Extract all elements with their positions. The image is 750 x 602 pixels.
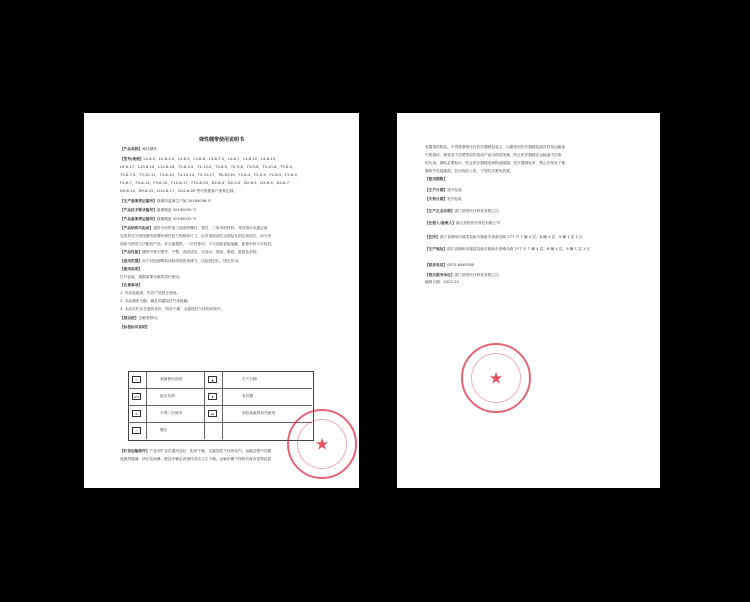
body-line: F4-6-7、F5-6-14、F9-6-15、F10-6-17、F12-6-20、D2-6-4、D2-5-5、D2-6-5、D3-6-5、D4-6-7、 <box>120 181 293 185</box>
body-line: 【注意事项】 <box>120 283 143 287</box>
body-line: 【使用期限】 <box>425 177 448 181</box>
footer-line: 【贮存运输条件】产品应贮存在通风良好、阴凉干燥、无腐蚀性气体的室内，运输过程中应避 <box>120 449 272 453</box>
body-line: 孔的形式分别按照所需要的弹性张力规格和尺寸，以对创面部位全面包扎固定和部位。部分采 <box>120 234 272 238</box>
hourglass-icon: ⧗ <box>208 393 217 400</box>
symbol-label: 有效期 <box>242 394 254 398</box>
body-line: 打开包装，根据需要对绑带进行使用。 <box>120 275 183 279</box>
body-line: 【住所】浙江省湖州市德清县新市镇新市蚕桑岛路 277 号 7 幢 4 层、8 幢 4 层、9 幢 1 层 1 区 <box>425 235 583 239</box>
body-line: 【生产备案凭证编号】浙湖药监械生产备 20190036 号 <box>120 199 212 203</box>
symbol-label: 生产日期 <box>242 377 257 381</box>
body-line: 3. 本品应贮存在通风良好、阴凉干燥、无腐蚀性气体的环境中。 <box>120 307 225 311</box>
body-line: 1. 内包装破损，失效产品禁止使用。 <box>120 291 181 295</box>
body-line: 编制日期：2022-12 <box>425 280 459 284</box>
factory-icon: ▲ <box>208 376 217 383</box>
body-line: 【生产企业名称】浙江凯特医疗科技有限公司 <box>425 209 499 213</box>
symbol-label: 查阅使用说明 <box>160 377 183 381</box>
body-line: 【生产日期】见外包装 <box>425 188 462 192</box>
body-line: 中的损坏、紧张或不清楚等原因造成产品污损或受潮，防止医疗器械在运输途中沾染 <box>425 153 562 157</box>
body-line: 【使用说明】 <box>120 267 143 271</box>
no-reuse-icon: ⊘ <box>132 410 141 417</box>
warning-icon: △ <box>132 427 141 434</box>
body-line: 【产品技术要求编号】浙湖械备 20190035 号 <box>120 208 197 212</box>
instruction-page-1 <box>84 113 359 488</box>
body-line: 【产品备案凭证编号】浙湖械备 20190035 号 <box>120 217 197 221</box>
body-line: 【型号/规格】L2-6-5、L2-6-2.5、L2-6-3、L3-6-6、L3-6-7.5、L4-6-7、L4-6-10、L4-6-15、 <box>120 157 279 161</box>
body-line: 用卧与使用方法配套产品，非无菌提供，一次性使用，不与创面直接接触，距使用时方可拆封。 <box>120 242 275 246</box>
symbol-label: 如包装破损切勿使用 <box>242 411 276 415</box>
company-seal-2: ★ <box>461 343 531 413</box>
body-line: 2. 本品避免与酸、碱及高腐蚀性气体接触。 <box>120 299 192 303</box>
body-line: 【联系电话】0572-8467000 <box>425 263 475 267</box>
body-line: 【标签标识说明】 <box>120 325 150 329</box>
symbol-label: 批次代码 <box>160 394 175 398</box>
book-icon: i <box>132 376 141 383</box>
body-line: T3-6-7.5、T3-10-11、T4-6-10、T4-10-14、T5-10-17、T6-10-20、F2-6-4、F2-5-5、F2-6-5、F3-6-5、 <box>120 173 301 177</box>
lot-icon: LOT <box>133 395 140 399</box>
symbol-label: 警告 <box>160 428 168 432</box>
body-line: 【产品性能】绷带外观平整齐，干整，表面清洁，无油污、斑痕、断裂、破损及杂物。 <box>120 250 261 254</box>
footer-line: 免剧烈碰撞、挤压及雨淋；配送车辆必须保持清洁卫生干燥，运输车辆不得和有毒有害物品混 <box>120 457 272 461</box>
body-line: 露和外包装破损，若出现应上报，下型时应避免放置。 <box>425 169 514 173</box>
damaged-package-icon: ⊠ <box>208 410 217 417</box>
body-line: 【产品名称】弹性绷带 <box>120 147 157 151</box>
body-line: 【售后服务单位】浙江凯特医疗科技有限公司 <box>425 273 499 277</box>
body-line: 【失效日期】见外包装 <box>425 197 462 201</box>
body-line: 【产品结构与组成】通常为织带加工面或跨螺纹、背衬、三角巾的材料，具有绕可以通过裁 <box>120 226 268 230</box>
symbol-label: 不得二次使用 <box>160 411 183 415</box>
body-line: 有腐蚀的物品。不得将重物压在医疗器械包装上，以避免因医疗器械包装材料及运输途 <box>425 145 566 149</box>
body-line: 【生产地址】浙江省湖州市德清县新市镇新市蚕桑岛路 277 号 7 幢 4 层、8 幢 4 层、9 幢 1 层 1 区 <box>425 247 591 251</box>
company-seal: ★ <box>287 409 357 479</box>
body-line: L9-6-17、L10-6-10、L12-6-18、T2-6-2.5、T1-10-2、T2-6-5、T2-9-8、T3-9-8、T3-10-8、T3-6-5、 <box>120 165 296 169</box>
document-title: 弹性绷带使用说明书 <box>198 137 244 143</box>
body-line: D5-6-14、D9-6-15、D10-6-17、D12-6-20 等可根据客户需要定制。 <box>120 189 238 193</box>
body-line: 的污染。紧贴必要标识，防止医疗器械受到物品碰撞，医疗器械轻拿、禁止在阳光下暴 <box>425 161 566 165</box>
body-line: 【适用范围】用于对创面敷料或肢体提供束缚力，以起到包扎、固定作用。 <box>120 259 242 263</box>
instruction-page-2 <box>397 113 660 488</box>
body-line: 【注册人/备案人】浙江凯特医疗科技有限公司 <box>425 221 501 225</box>
body-line: 【禁忌症】过敏者禁用。 <box>120 316 161 320</box>
symbol-table <box>128 371 314 441</box>
